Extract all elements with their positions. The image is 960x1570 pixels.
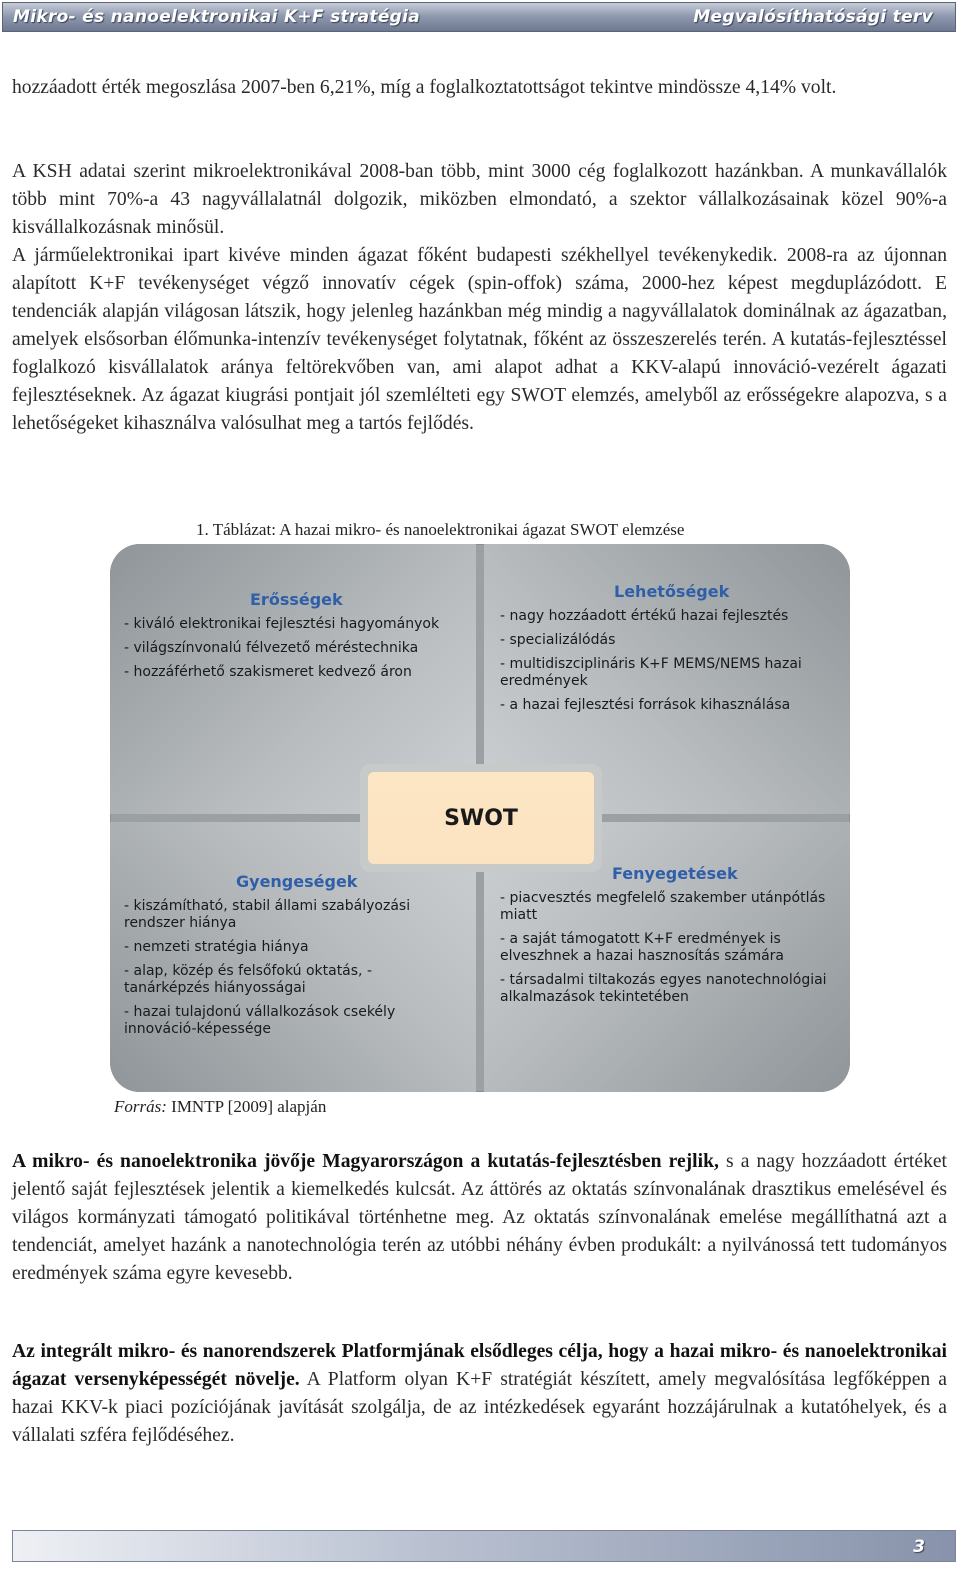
opportunities-list: [500, 608, 840, 721]
paragraph-regional: A járműelektronikai ipart kivéve minden ágazat főként budapesti székhellyel tevékenykedik. 2008-ra az újonnan alapított K+F tevékenységet végző innovatív cégek (spin-offok) száma, 2000-hez képest megduplázódott. E tendenciák alapján világosan látszik, hogy jelenleg hazánkban még mindig a nagyvállalatok dominálnak az ágazatban, amelyek elsősorban élőmunka-intenzív tevékenységet folytatnak, főként az összeszerelés terén. A kutatás-fejlesztéssel foglalkozó kisvállalatok aránya feltörekvőben van, ami alapot adhat a KKV-alapú innováció-vezérelt ágazati fejlesztéseknek. Az ágazat kiugrási pontjait jól szemlélteti egy SWOT elemzés, amelyből az erősségekre alapozva, s a lehetőségeket kihasználva valósulhat meg a tartós fejlődés.: [12, 245, 947, 434]
paragraph-ksh-data: A KSH adatai szerint mikroelektronikával 2008-ban több, mint 3000 cég foglalkozott hazánkban. A munkavállalók több mint 70%-a 43 nagyvállalatnál dolgozik, miközben elmondató, a szektor vállalkozásainak közel 90%-a kisvállalkozásnak minősül.: [12, 161, 947, 238]
list-item: - nemzeti stratégia hiánya: [124, 939, 309, 955]
strengths-title: Erősségek: [250, 590, 343, 609]
paragraph-platform-bold: Az integrált mikro- és nanorendszerek Platformjának elsődleges célja, hogy a hazai mikro- és nanoelektronikai ágazat versenyképességét növelje.: [12, 1341, 947, 1390]
paragraph-platform-rest: A Platform olyan K+F stratégiát készített, amely megvalósítása legfőképpen a hazai KKV-k piaci pozíciójának javítását szolgálja, de az intézkedések egyaránt hozzájárulnak a kutatóhelyek, és a vállalati szféra fejlődéséhez.: [12, 1369, 947, 1446]
strengths-list: [124, 616, 469, 688]
list-item: - kiváló elektronikai fejlesztési hagyományok: [124, 616, 440, 632]
list-item: - kiszámítható, stabil állami szabályozási rendszer hiánya: [124, 898, 411, 931]
list-item: - alap, közép és felsőfokú oktatás, - tanárképzés hiányosságai: [124, 963, 373, 996]
paragraph-intro: hozzáadott érték megoszlása 2007-ben 6,21%, míg a foglalkoztatottságot tekintve mindössze 4,14% volt.: [12, 77, 837, 98]
list-item: - hozzáférhető szakismeret kedvező áron: [124, 664, 412, 680]
swot-center-box: [360, 764, 602, 872]
table-caption: 1. Táblázat: A hazai mikro- és nanoelektronikai ágazat SWOT elemzése: [196, 520, 685, 539]
swot-center-label: SWOT: [368, 772, 594, 864]
source-text: IMNTP [2009] alapján: [166, 1097, 327, 1116]
page-footer: [12, 1530, 956, 1562]
threats-list: [500, 890, 830, 1013]
list-item: - a saját támogatott K+F eredmények is elveszhnek a hazai hasznosítás számára: [500, 931, 785, 964]
list-item: - multidiszciplináris K+F MEMS/NEMS hazai eredmények: [500, 656, 802, 689]
list-item: - társadalmi tiltakozás egyes nanotechnológiai alkalmazások tekintetében: [500, 972, 827, 1005]
paragraph-platform: [12, 1338, 947, 1450]
list-item: - specializálódás: [500, 632, 616, 648]
header-document-type: Megvalósíthatósági terv: [693, 7, 933, 27]
list-item: - nagy hozzáadott értékű hazai fejlesztés: [500, 608, 789, 624]
list-item: - a hazai fejlesztési források kihasználása: [500, 697, 791, 713]
paragraph-future-rest: s a nagy hozzáadott értéket jelentő saját fejlesztések jelentik a kiemelkedés kulcsát. Az áttörés az oktatás színvonalának drasztikus emelésével és világos kormányzati támogató politikával történhetne meg. Az oktatás színvonalának emelése megállíthatná azt a tendenciát, amelyet hazánk a nanotechnológia terén az utóbbi néhány évben produkált: a nyilvánossá tett tudományos eredmények száma egyre kevesebb.: [12, 1151, 948, 1284]
source-note: [114, 1097, 326, 1117]
list-item: - világszínvonalú félvezető méréstechnika: [124, 640, 419, 656]
page-number: 3: [913, 1537, 925, 1557]
list-item: - piacvesztés megfelelő szakember utánpótlás miatt: [500, 890, 826, 923]
source-label: Forrás:: [114, 1097, 167, 1116]
opportunities-title: Lehetőségek: [614, 582, 730, 601]
weaknesses-title: Gyengeségek: [236, 872, 358, 891]
paragraph-future: [12, 1148, 947, 1288]
weaknesses-list: [124, 898, 424, 1045]
swot-diagram: [110, 544, 850, 1092]
page-header: [2, 2, 956, 32]
paragraph-future-bold: A mikro- és nanoelektronika jövője Magyarországon a kutatás-fejlesztésben rejlik,: [12, 1151, 719, 1172]
threats-title: Fenyegetések: [612, 864, 738, 883]
header-document-title: Mikro- és nanoelektronikai K+F stratégia: [13, 7, 421, 27]
list-item: - hazai tulajdonú vállalkozások csekély innováció-képessége: [124, 1004, 396, 1037]
